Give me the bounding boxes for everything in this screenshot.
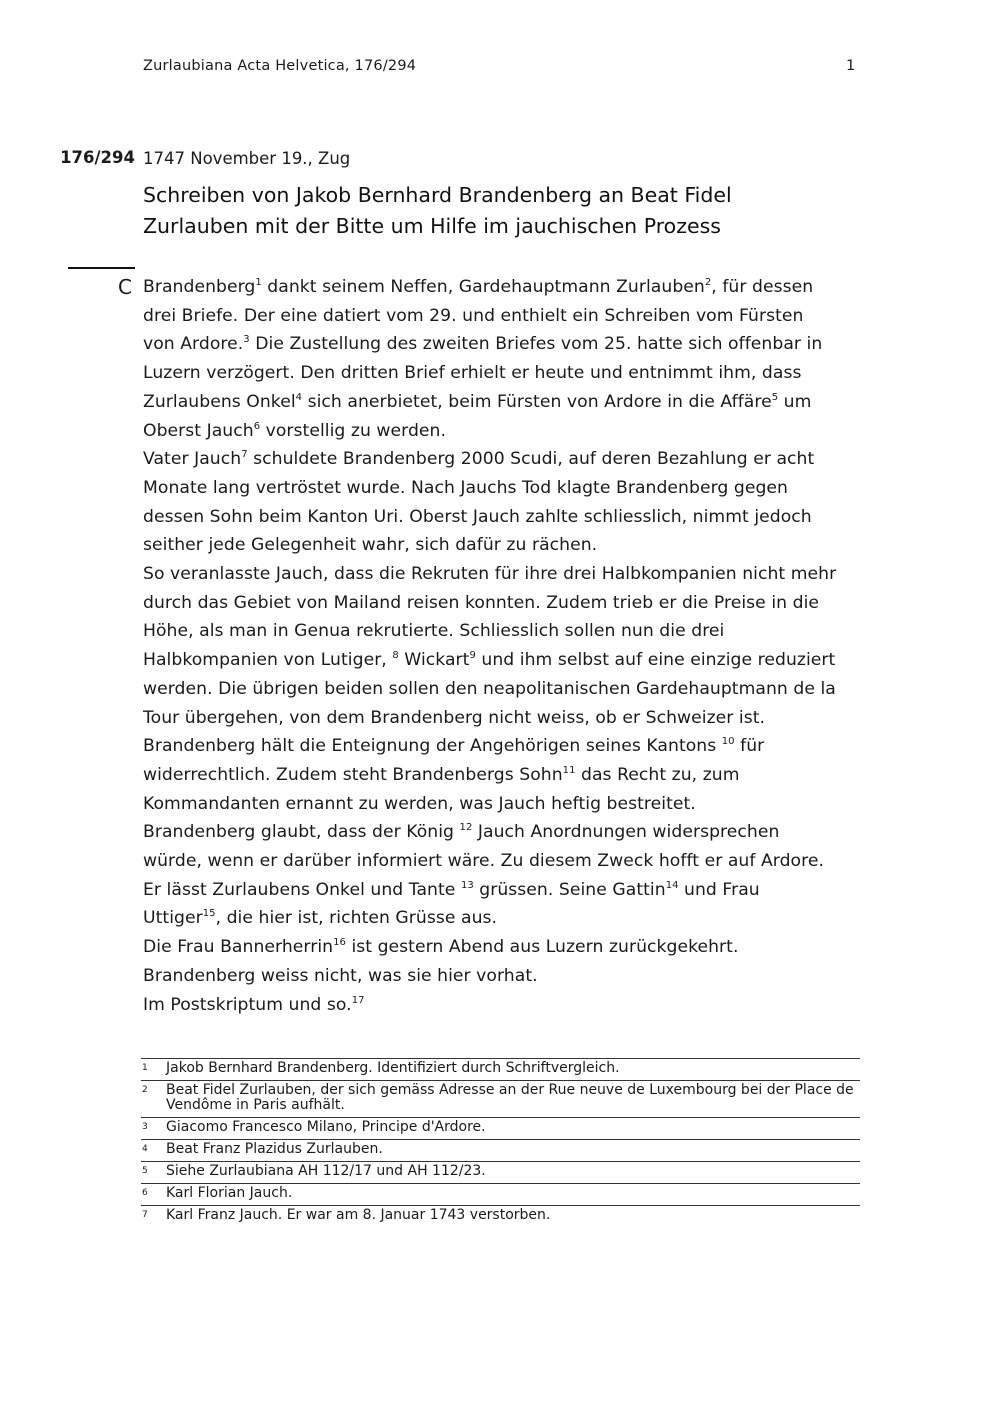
body-line: Oberst Jauch$^6$ vorstellig zu werden.	[143, 420, 447, 441]
body-line: dessen Sohn beim Kanton Uri. Oberst Jauch zahlte schliesslich, nimmt jedoch	[143, 506, 812, 527]
document-type-letter: C	[118, 275, 132, 299]
footnote-text: Karl Florian Jauch.	[166, 1185, 293, 1201]
body-line: Die Frau Bannerherrin$^{16}$ ist gestern Abend aus Luzern zurückgekehrt.	[143, 937, 739, 958]
footnote-reference[interactable]: 10	[721, 736, 735, 748]
body-line: So veranlasste Jauch, dass die Rekruten für ihre drei Halbkompanien nicht mehr	[143, 564, 837, 585]
footnote-mark: 4	[142, 1144, 148, 1154]
body-line: Er lässt Zurlaubens Onkel und Tante $^{13}$ grüssen. Seine Gattin$^{14}$ und Frau	[143, 879, 760, 900]
footnote	[141, 1139, 860, 1161]
body-line: seither jede Gelegenheit wahr, sich dafür zu rächen.	[143, 535, 598, 556]
footnote-mark: 3	[142, 1122, 148, 1132]
footnote-reference[interactable]: 7	[241, 449, 248, 461]
footnote-mark: 5	[142, 1166, 148, 1176]
footnote-mark: 2	[142, 1085, 148, 1095]
footnote-reference[interactable]: 17	[351, 994, 365, 1006]
document-date-place: 1747 November 19., Zug	[143, 149, 351, 168]
body-line: widerrechtlich. Zudem steht Brandenbergs Sohn$^{11}$ das Recht zu, zum	[143, 764, 740, 785]
body-line: Brandenberg weiss nicht, was sie hier vorhat.	[143, 965, 538, 986]
body-line: würde, wenn er darüber informiert wäre. Zu diesem Zweck hofft er auf Ardore.	[143, 851, 824, 872]
type-rule	[68, 267, 135, 269]
footnote-reference[interactable]: 6	[253, 420, 261, 432]
body-line: Brandenberg hält die Enteignung der Angehörigen seines Kantons $^{10}$ für	[143, 736, 765, 757]
footnote-reference[interactable]: 14	[665, 879, 679, 891]
page-number: 1	[846, 58, 856, 74]
footnote	[141, 1058, 860, 1080]
document-title	[143, 180, 863, 242]
footnote-reference[interactable]: 2	[704, 277, 712, 288]
footnote-reference[interactable]: 13	[460, 879, 474, 891]
footnote-reference[interactable]: 1	[255, 277, 262, 288]
letter-summary	[143, 273, 883, 1019]
body-line: Tour übergehen, von dem Brandenberg nicht weiss, ob er Schweizer ist.	[143, 707, 766, 728]
footnote-mark: 7	[142, 1210, 148, 1220]
body-line: Zurlaubens Onkel$^4$ sich anerbietet, beim Fürsten von Ardore in die Affäre$^5$ um	[143, 391, 812, 412]
footnote-text: Giacomo Francesco Milano, Principe d'Ardore.	[166, 1119, 486, 1135]
footnote	[141, 1117, 860, 1139]
footnote-text: Siehe Zurlaubiana AH 112/17 und AH 112/23.	[166, 1163, 486, 1179]
footnote	[141, 1183, 860, 1205]
footnote-reference[interactable]: 3	[243, 334, 250, 346]
footnote-reference[interactable]: 12	[459, 822, 473, 834]
body-line: werden. Die übrigen beiden sollen den neapolitanischen Gardehauptmann de la	[143, 678, 836, 699]
footnote	[141, 1080, 860, 1117]
body-line: Vater Jauch$^7$ schuldete Brandenberg 2000 Scudi, auf deren Bezahlung er acht	[143, 449, 815, 470]
body-line: Luzern verzögert. Den dritten Brief erhielt er heute und entnimmt ihm, dass	[143, 363, 802, 384]
body-line: Höhe, als man in Genua rekrutierte. Schliesslich sollen nun die drei	[143, 621, 725, 642]
title-line: Schreiben von Jakob Bernhard Brandenberg an Beat Fidel	[143, 183, 732, 207]
footnote-mark: 1	[142, 1063, 148, 1073]
body-line: Kommandanten ernannt zu werden, was Jauch heftig bestreitet.	[143, 793, 696, 814]
body-line: Brandenberg$^1$ dankt seinem Neffen, Gardehauptmann Zurlauben$^2$, für dessen	[143, 277, 814, 297]
body-line: Brandenberg glaubt, dass der König $^{12}$ Jauch Anordnungen widersprechen	[143, 822, 780, 843]
footnote-reference[interactable]: 4	[295, 391, 303, 403]
footnote-reference[interactable]: 9	[469, 650, 476, 662]
body-line: Monate lang vertröstet wurde. Nach Jauchs Tod klagte Brandenberg gegen	[143, 477, 788, 498]
footnote-reference[interactable]: 11	[562, 764, 576, 776]
footnote-mark: 6	[142, 1188, 148, 1198]
body-line: Uttiger$^{15}$, die hier ist, richten Grüsse aus.	[143, 908, 498, 929]
running-head: Zurlaubiana Acta Helvetica, 176/294	[143, 58, 417, 74]
footnote-text: Beat Fidel Zurlauben, der sich gemäss Adresse an der Rue neuve de Luxembourg bei der Place de Vendôme in Paris aufhält.	[166, 1082, 854, 1113]
footnote-reference[interactable]: 5	[771, 391, 779, 403]
footnote-text: Jakob Bernhard Brandenberg. Identifiziert durch Schriftvergleich.	[166, 1060, 620, 1076]
document-number: 176/294	[60, 148, 135, 167]
footnote-reference[interactable]: 16	[333, 937, 346, 949]
footnote	[141, 1161, 860, 1183]
footnote-reference[interactable]: 15	[202, 908, 216, 920]
body-line: Im Postskriptum und so.$^{17}$	[143, 994, 365, 1015]
body-line: drei Briefe. Der eine datiert vom 29. und enthielt ein Schreiben vom Fürsten	[143, 305, 804, 326]
footnote-reference[interactable]: 8	[392, 650, 399, 662]
title-line: Zurlauben mit der Bitte um Hilfe im jauchischen Prozess	[143, 214, 721, 238]
footnote-text: Karl Franz Jauch. Er war am 8. Januar 1743 verstorben.	[166, 1207, 551, 1223]
footnotes	[141, 1058, 860, 1227]
body-line: von Ardore.$^3$ Die Zustellung des zweiten Briefes vom 25. hatte sich offenbar in	[143, 334, 823, 355]
body-line: Halbkompanien von Lutiger, $^8$ Wickart$^9$ und ihm selbst auf eine einzige reduziert	[143, 650, 836, 671]
footnote	[141, 1205, 860, 1227]
footnote-text: Beat Franz Plazidus Zurlauben.	[166, 1141, 383, 1157]
body-line: durch das Gebiet von Mailand reisen konnten. Zudem trieb er die Preise in die	[143, 592, 820, 613]
